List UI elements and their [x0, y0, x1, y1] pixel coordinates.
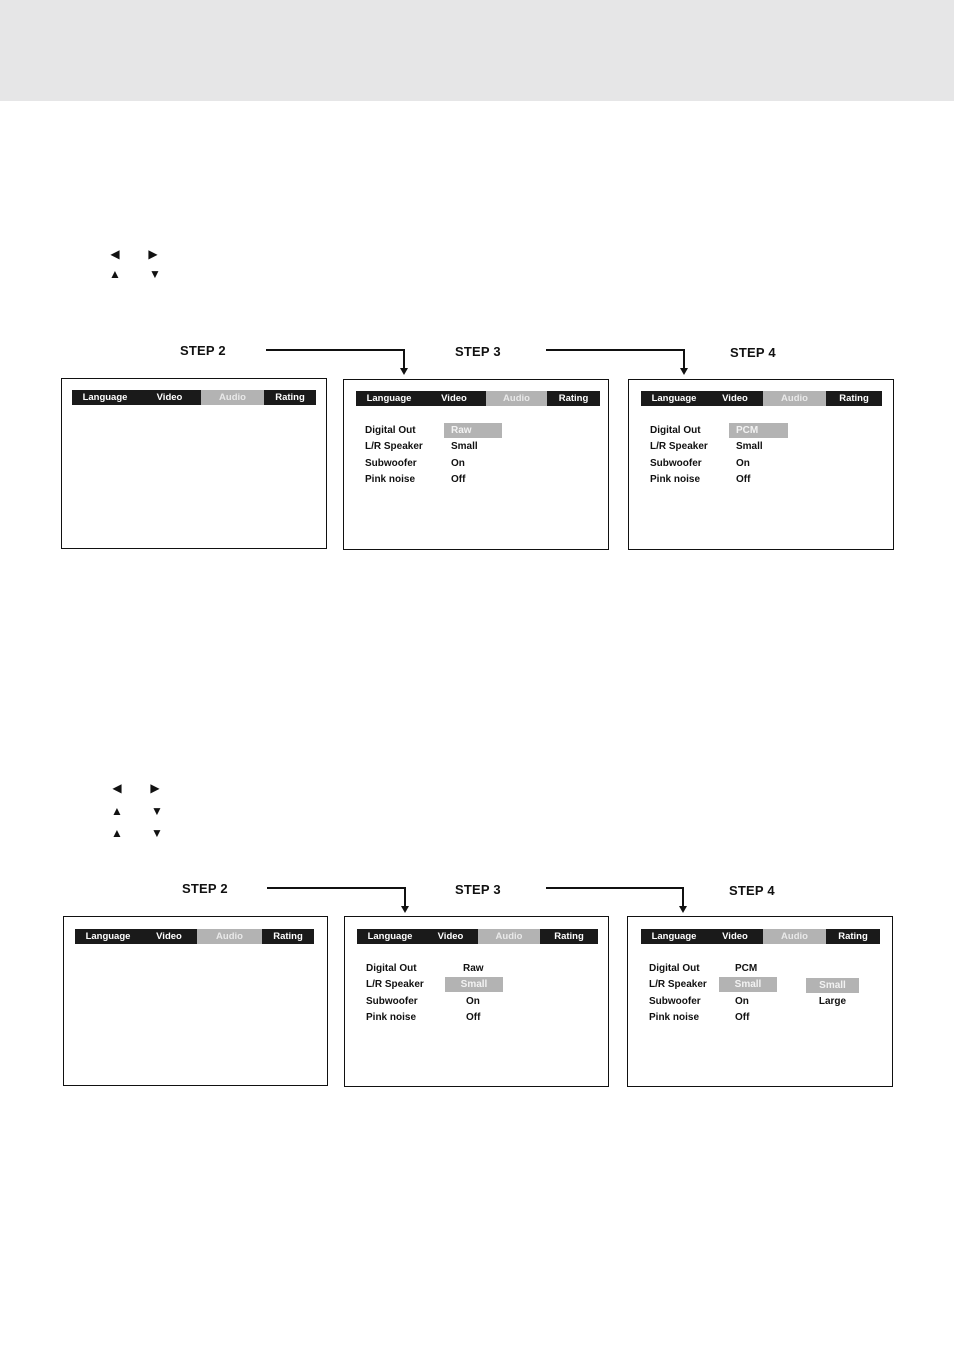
- row-value-pink-noise[interactable]: Off: [466, 1012, 481, 1023]
- setup-menu-bar: [72, 390, 316, 405]
- setup-menu-bar: [357, 929, 598, 944]
- up-arrow-icon: ▲: [111, 804, 123, 818]
- setup-menu-bar: [641, 929, 880, 944]
- row-value-lr-speaker[interactable]: Small: [719, 977, 777, 992]
- row-value-subwoofer[interactable]: On: [466, 996, 480, 1007]
- tab-language[interactable]: Language: [75, 929, 141, 944]
- step-2-to-3-connector: [262, 345, 412, 377]
- row-label-lr-speaker: L/R Speaker: [365, 441, 423, 452]
- setup-screen-step-3: [343, 379, 609, 550]
- setup-screen-step-2: [61, 378, 327, 549]
- row-value-subwoofer[interactable]: On: [451, 458, 465, 469]
- up-arrow-icon: ▲: [111, 826, 123, 840]
- row-value-pink-noise[interactable]: Off: [735, 1012, 750, 1023]
- step-3-to-4-connector: [543, 883, 693, 915]
- tab-video[interactable]: Video: [141, 929, 197, 944]
- row-label-subwoofer: Subwoofer: [650, 458, 702, 469]
- tab-language[interactable]: Language: [641, 391, 707, 406]
- row-label-pink-noise: Pink noise: [366, 1012, 417, 1023]
- step-3-label: STEP 3: [455, 882, 501, 897]
- step-3-to-4-connector: [543, 345, 693, 377]
- tab-rating[interactable]: Rating: [826, 929, 880, 944]
- row-value-subwoofer[interactable]: On: [735, 996, 749, 1007]
- row-label-lr-speaker: L/R Speaker: [366, 979, 424, 990]
- setup-screen-step-2: [63, 916, 328, 1086]
- row-label-digital-out: Digital Out: [650, 425, 701, 436]
- tab-audio[interactable]: Audio: [478, 929, 540, 944]
- right-arrow-icon: ▶: [150, 781, 160, 795]
- down-arrow-icon: ▼: [151, 826, 163, 840]
- setup-menu-bar: [641, 391, 882, 406]
- step-2-label: STEP 2: [182, 881, 228, 896]
- tab-rating[interactable]: Rating: [547, 391, 600, 406]
- tab-video[interactable]: Video: [422, 391, 486, 406]
- row-value-lr-speaker[interactable]: Small: [451, 441, 478, 452]
- row-value-pink-noise[interactable]: Off: [736, 474, 751, 485]
- row-value-lr-speaker[interactable]: Small: [445, 977, 503, 992]
- step-2-label: STEP 2: [180, 343, 226, 358]
- tab-language[interactable]: Language: [641, 929, 707, 944]
- tab-audio[interactable]: Audio: [486, 391, 547, 406]
- header-band: [0, 0, 954, 101]
- row-label-subwoofer: Subwoofer: [365, 458, 417, 469]
- row-label-pink-noise: Pink noise: [649, 1012, 700, 1023]
- up-arrow-icon: ▲: [109, 267, 121, 281]
- right-arrow-icon: ▶: [148, 247, 158, 261]
- row-label-pink-noise: Pink noise: [365, 474, 416, 485]
- tab-video[interactable]: Video: [707, 391, 763, 406]
- row-value-lr-speaker[interactable]: Small: [736, 441, 763, 452]
- row-value-digital-out[interactable]: PCM: [729, 423, 788, 438]
- step-4-label: STEP 4: [730, 345, 776, 360]
- row-value-digital-out[interactable]: Raw: [463, 963, 484, 974]
- tab-language[interactable]: Language: [356, 391, 422, 406]
- row-label-digital-out: Digital Out: [366, 963, 417, 974]
- row-label-pink-noise: Pink noise: [650, 474, 701, 485]
- tab-rating[interactable]: Rating: [540, 929, 598, 944]
- left-arrow-icon: ◀: [110, 247, 120, 261]
- down-arrow-icon: ▼: [151, 804, 163, 818]
- tab-audio[interactable]: Audio: [197, 929, 262, 944]
- setup-screen-step-4: [628, 379, 894, 550]
- left-arrow-icon: ◀: [112, 781, 122, 795]
- row-label-lr-speaker: L/R Speaker: [649, 979, 707, 990]
- row-value-subwoofer[interactable]: On: [736, 458, 750, 469]
- setup-screen-step-3: [344, 916, 609, 1087]
- tab-audio[interactable]: Audio: [763, 929, 826, 944]
- setup-menu-bar: [75, 929, 314, 944]
- tab-audio[interactable]: Audio: [763, 391, 826, 406]
- step-4-label: STEP 4: [729, 883, 775, 898]
- row-label-subwoofer: Subwoofer: [649, 996, 701, 1007]
- step-3-label: STEP 3: [455, 344, 501, 359]
- row-label-digital-out: Digital Out: [649, 963, 700, 974]
- tab-audio[interactable]: Audio: [201, 390, 264, 405]
- setup-screen-step-4: [627, 916, 893, 1087]
- tab-language[interactable]: Language: [357, 929, 423, 944]
- tab-language[interactable]: Language: [72, 390, 138, 405]
- tab-video[interactable]: Video: [707, 929, 763, 944]
- tab-rating[interactable]: Rating: [826, 391, 882, 406]
- row-value-pink-noise[interactable]: Off: [451, 474, 466, 485]
- tab-rating[interactable]: Rating: [262, 929, 314, 944]
- tab-rating[interactable]: Rating: [264, 390, 316, 405]
- speaker-option-large[interactable]: Large: [818, 996, 847, 1007]
- row-label-subwoofer: Subwoofer: [366, 996, 418, 1007]
- tab-video[interactable]: Video: [423, 929, 478, 944]
- tab-video[interactable]: Video: [138, 390, 201, 405]
- speaker-option-small[interactable]: Small: [806, 978, 859, 993]
- step-2-to-3-connector: [263, 883, 413, 915]
- row-label-lr-speaker: L/R Speaker: [650, 441, 708, 452]
- row-value-digital-out[interactable]: PCM: [735, 963, 758, 974]
- row-label-digital-out: Digital Out: [365, 425, 416, 436]
- row-value-digital-out[interactable]: Raw: [444, 423, 502, 438]
- down-arrow-icon: ▼: [149, 267, 161, 281]
- setup-menu-bar: [356, 391, 600, 406]
